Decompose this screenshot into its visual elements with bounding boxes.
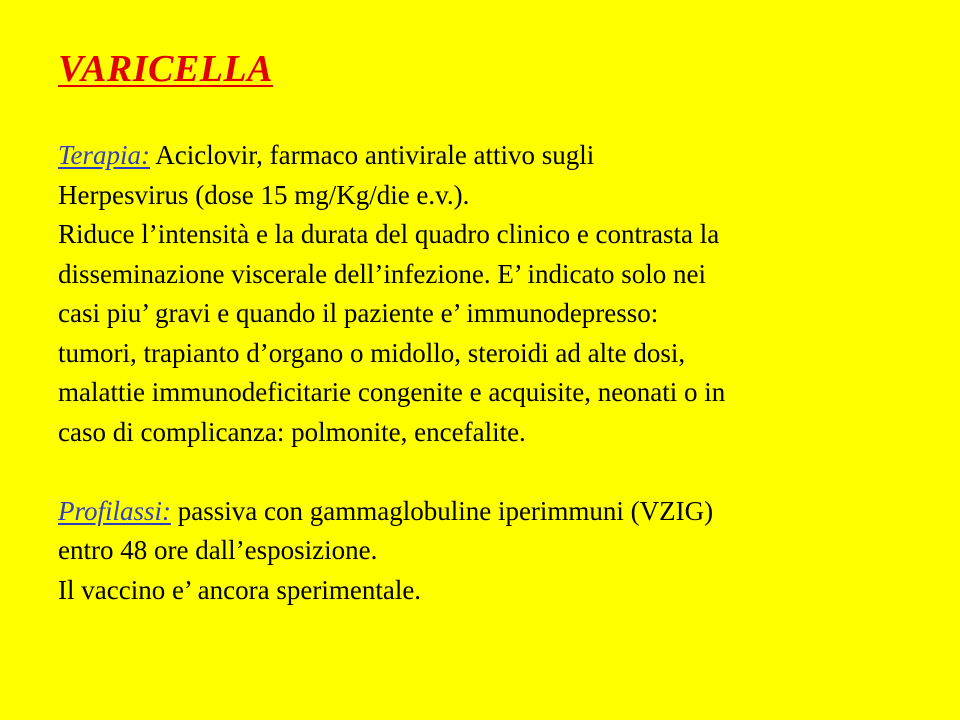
spacer: [58, 96, 938, 136]
slide-title: VARICELLA: [58, 48, 273, 90]
terapia-line: Riduce l’intensità e la durata del quadro clinico e contrasta la: [58, 219, 720, 249]
profilassi-text: passiva con gammaglobuline iperimmuni (VZIG): [171, 495, 714, 526]
profilassi-line: entro 48 ore dall’esposizione.: [58, 535, 378, 565]
terapia-line: tumori, trapianto d’organo o midollo, steroidi ad alte dosi,: [58, 337, 686, 368]
profilassi-paragraph: [58, 492, 938, 611]
profilassi-label: Profilassi:: [58, 495, 172, 526]
terapia-paragraph: [58, 136, 938, 452]
profilassi-line-1: [58, 492, 938, 532]
terapia-line: malattie immunodeficitarie congenite e acquisite, neonati o in: [58, 377, 726, 407]
terapia-line-1: [58, 136, 938, 176]
terapia-line: casi piu’ gravi e quando il paziente e’ immunodepresso:: [58, 298, 659, 328]
terapia-line: caso di complicanza: polmonite, encefalite.: [58, 416, 526, 447]
slide: [58, 42, 938, 610]
terapia-line: disseminazione viscerale dell’infezione. E’ indicato solo nei: [58, 258, 707, 289]
spacer: [58, 452, 938, 492]
profilassi-line: Il vaccino e’ ancora sperimentale.: [58, 574, 422, 605]
terapia-text: Aciclovir, farmaco antivirale attivo sugli: [150, 140, 595, 170]
terapia-label: Terapia:: [58, 140, 151, 170]
terapia-line: Herpesvirus (dose 15 mg/Kg/die e.v.).: [58, 179, 470, 210]
